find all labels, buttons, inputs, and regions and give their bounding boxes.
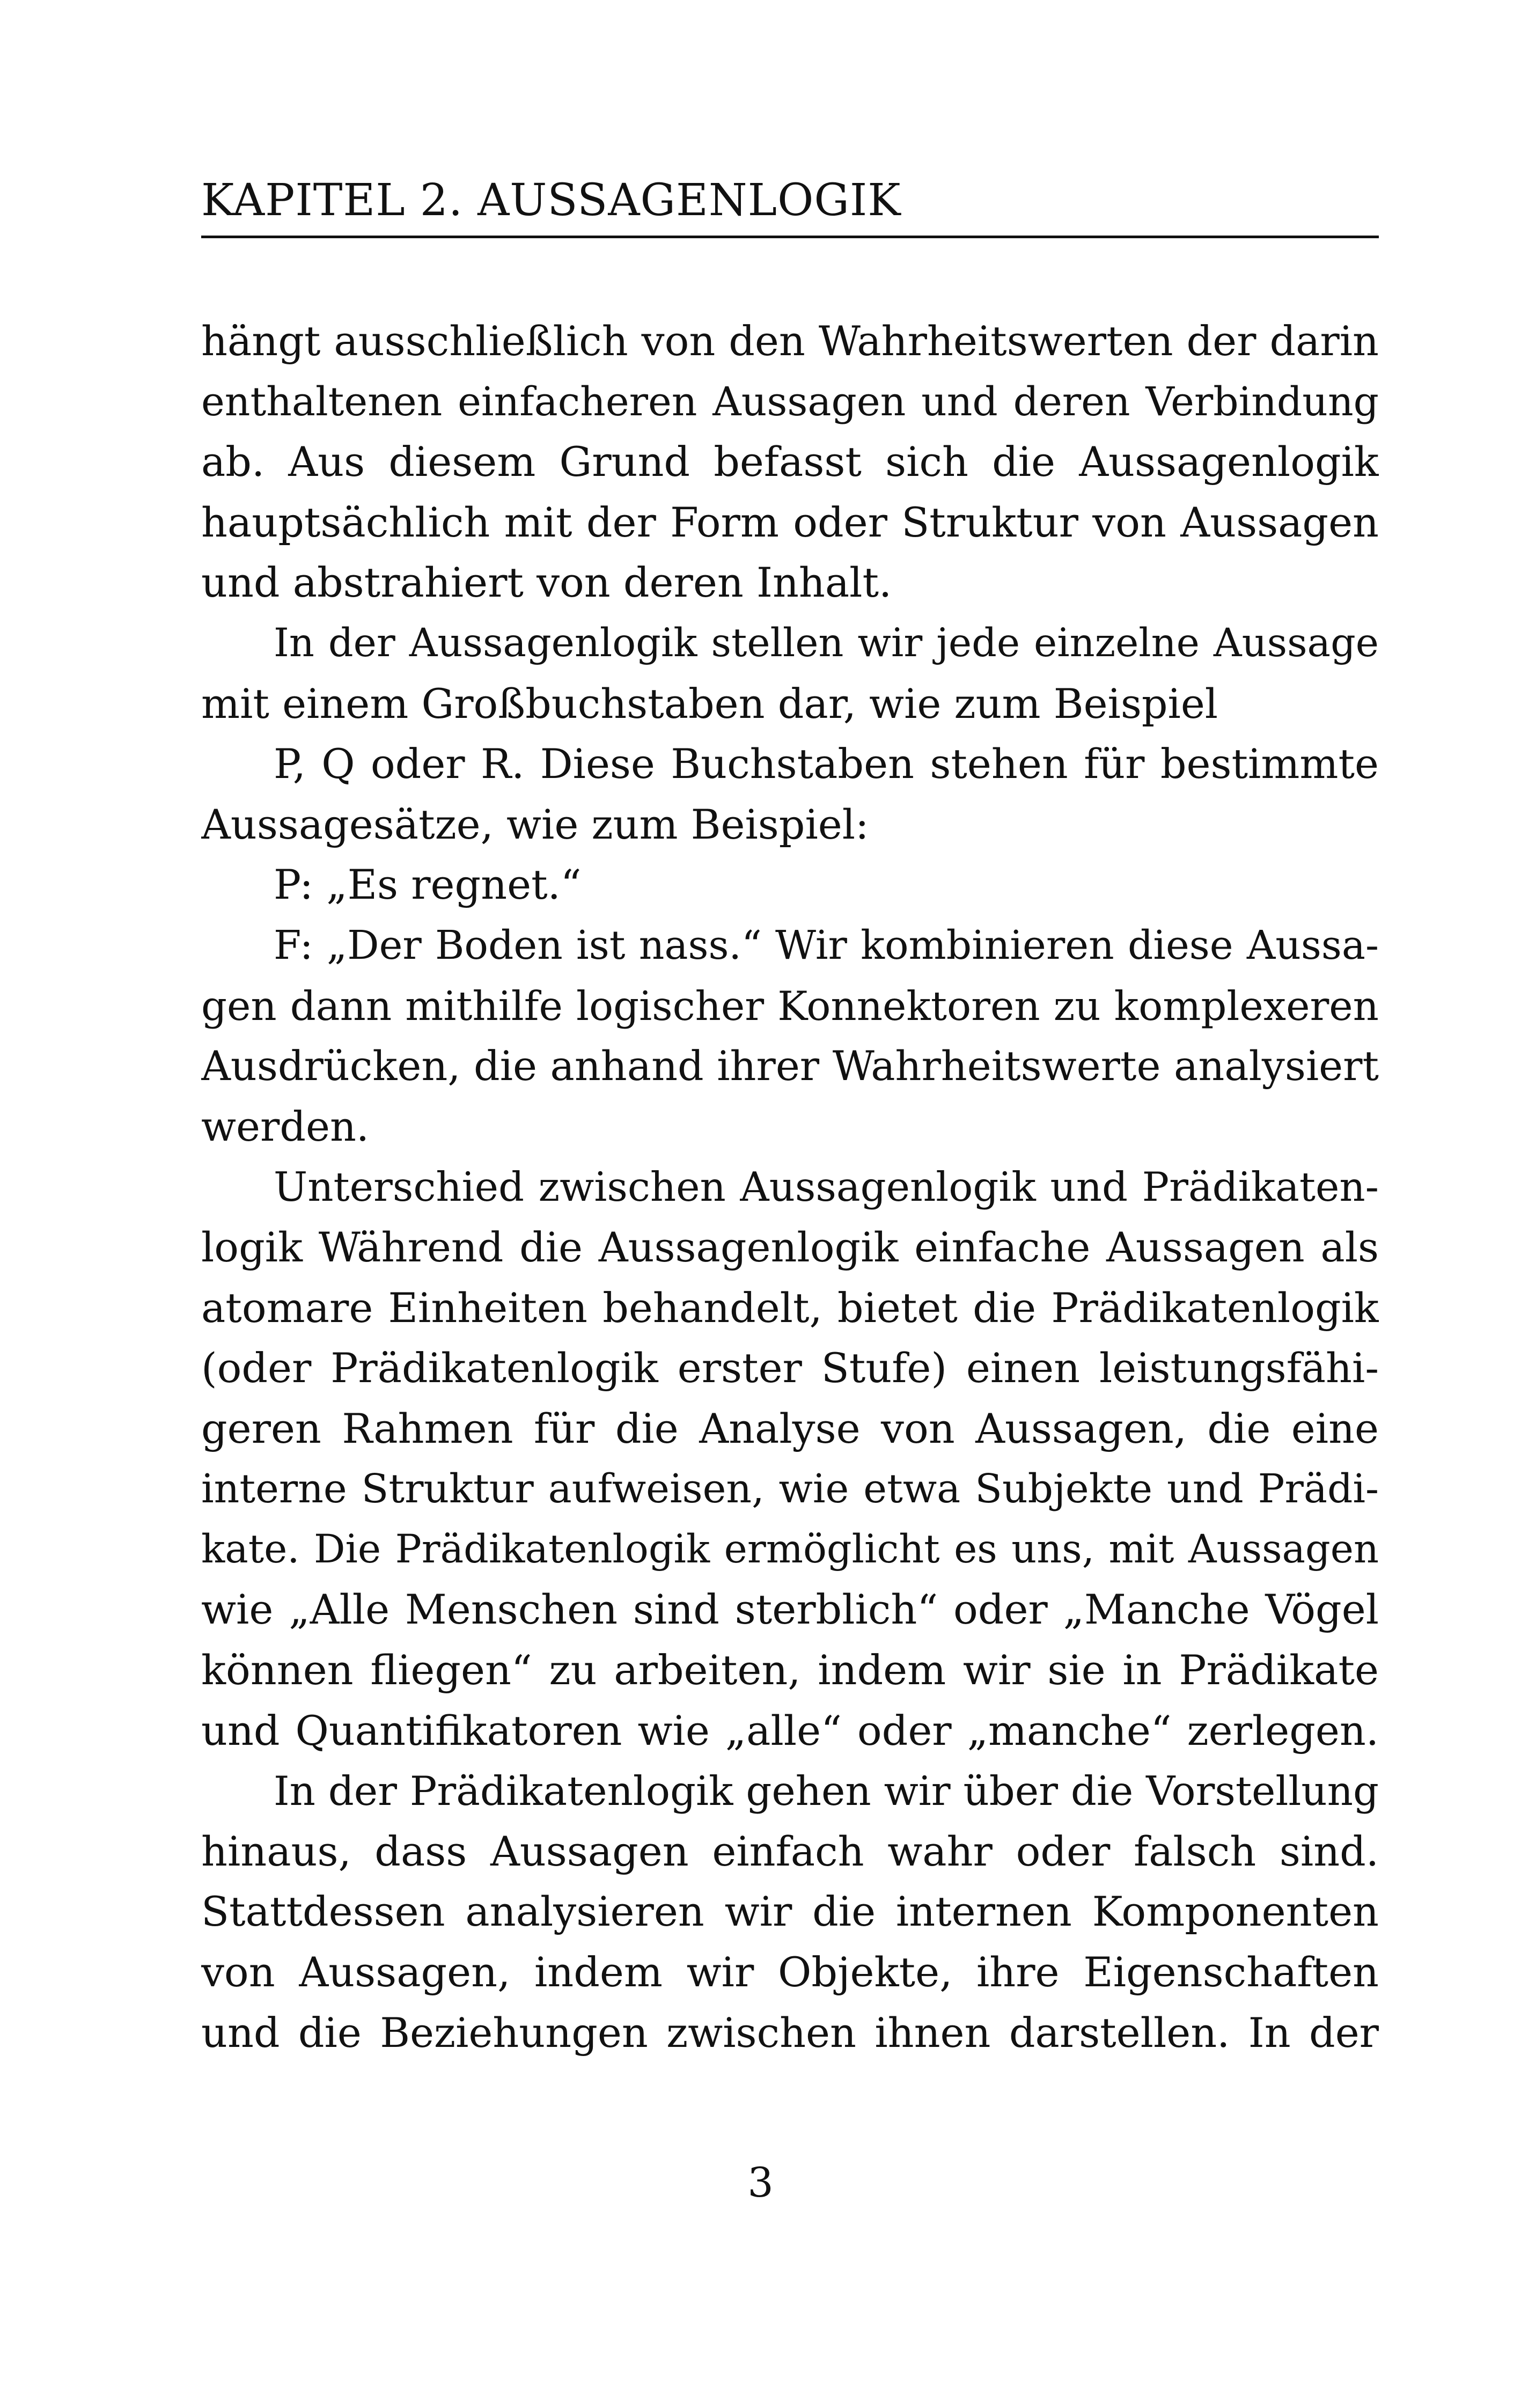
text-line: und abstrahiert von deren Inhalt. <box>201 559 892 607</box>
text-line: gen dann mithilfe logischer Konnektoren zu komplexeren <box>201 982 1379 1030</box>
page-number: 3 <box>747 2159 774 2206</box>
text-line: P: „Es regnet.“ <box>274 861 582 909</box>
text-line: Unterschied zwischen Aussagenlogik und Prädikaten- <box>274 1163 1379 1211</box>
text-line: F: „Der Boden ist nass.“ Wir kombinieren diese Aussa- <box>274 922 1379 968</box>
text-line: wie „Alle Menschen sind sterblich“ oder „Manche Vögel <box>201 1585 1379 1634</box>
running-head-title: KAPITEL 2. AUSSAGENLOGIK <box>201 175 901 226</box>
text-line: hinaus, dass Aussagen einfach wahr oder falsch sind. <box>201 1827 1379 1875</box>
text-line: In der Prädikatenlogik gehen wir über die Vorstellung <box>274 1767 1379 1815</box>
text-line: hängt ausschließlich von den Wahrheitswerten der darin <box>201 317 1379 365</box>
text-line: interne Struktur aufweisen, wie etwa Subjekte und Prädi- <box>201 1466 1379 1513</box>
text-line: P, Q oder R. Diese Buchstaben stehen für bestimmte <box>274 740 1379 788</box>
text-line: und die Beziehungen zwischen ihnen darstellen. In der <box>201 2008 1379 2057</box>
text-line: von Aussagen, indem wir Objekte, ihre Eigenschaften <box>201 1948 1379 1996</box>
text-line: Aussagesätze, wie zum Beispiel: <box>201 800 869 848</box>
text-line: atomare Einheiten behandelt, bietet die Prädikatenlogik <box>201 1283 1379 1332</box>
text-line: werden. <box>201 1102 370 1150</box>
text-line: logik Während die Aussagenlogik einfache Aussagen als <box>201 1223 1379 1271</box>
text-line: und Quantifikatoren wie „alle“ oder „manche“ zerlegen. <box>201 1706 1379 1754</box>
text-line: In der Aussagenlogik stellen wir jede einzelne Aussage <box>274 620 1379 666</box>
text-line: enthaltenen einfacheren Aussagen und deren Verbindung <box>201 378 1379 425</box>
text-line: Ausdrücken, die anhand ihrer Wahrheitswerte analysiert <box>201 1042 1379 1090</box>
text-line: hauptsächlich mit der Form oder Struktur von Aussagen <box>201 498 1379 546</box>
text-line: ab. Aus diesem Grund befasst sich die Aussagenlogik <box>201 438 1379 486</box>
text-line: Stattdessen analysieren wir die internen Komponenten <box>201 1888 1379 1936</box>
text-line: geren Rahmen für die Analyse von Aussagen, die eine <box>201 1404 1379 1452</box>
text-line: können fliegen“ zu arbeiten, indem wir sie in Prädikate <box>201 1646 1379 1694</box>
text-line: (oder Prädikatenlogik erster Stufe) einen leistungsfähi- <box>201 1344 1379 1392</box>
text-line: kate. Die Prädikatenlogik ermöglicht es uns, mit Aussagen <box>201 1526 1379 1572</box>
page-body <box>201 311 1379 2063</box>
running-header <box>201 172 1379 238</box>
text-line: mit einem Großbuchstaben dar, wie zum Beispiel <box>201 679 1218 728</box>
